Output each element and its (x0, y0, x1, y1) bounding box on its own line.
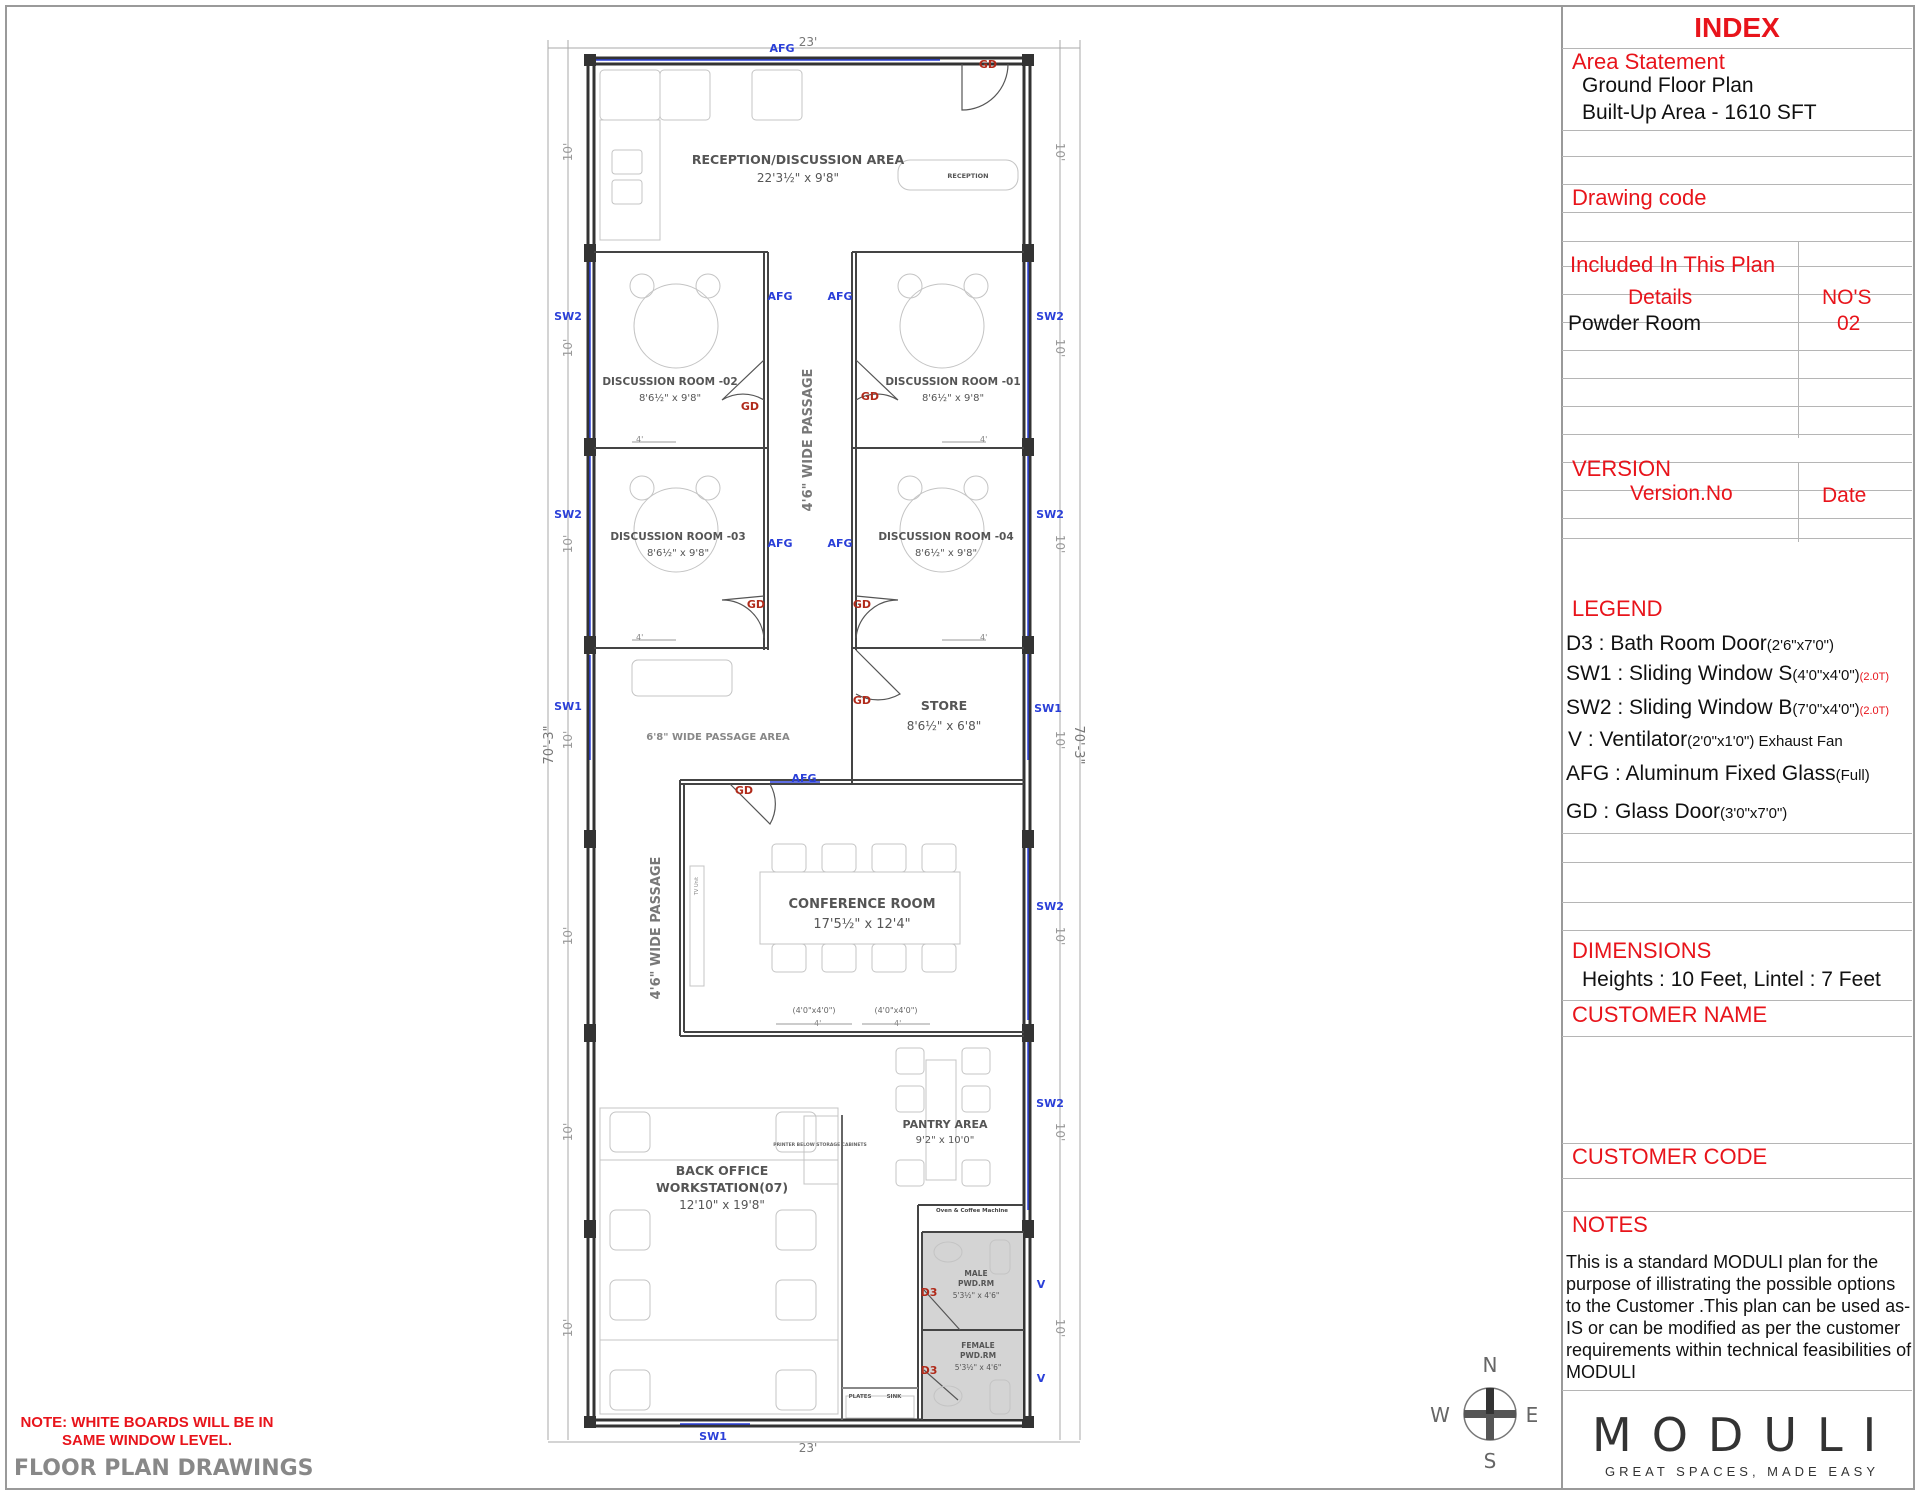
seg-dim-l3: 10' (561, 534, 575, 554)
seg-dim-r7: 10' (1053, 1318, 1067, 1338)
gd-tag-dr3: GD (746, 598, 766, 611)
heights-label: Heights : 10 Feet, Lintel : 7 Feet (1582, 968, 1881, 991)
room-backoffice-name1: BACK OFFICE (675, 1163, 769, 1178)
room-dr1-size: 8'6½" x 9'8" (921, 393, 985, 404)
row-line (1562, 350, 1912, 351)
row-line (1562, 930, 1912, 931)
logo-tagline: GREAT SPACES, MADE EASY (1604, 1464, 1880, 1479)
sw2-tag-r2: SW2 (1036, 508, 1064, 521)
dim-4-a: 4' (636, 435, 644, 444)
date-heading: Date (1822, 484, 1867, 507)
notes-heading: NOTES (1572, 1212, 1648, 1237)
row-line (1562, 378, 1912, 379)
customer-name-heading: CUSTOMER NAME (1572, 1002, 1768, 1027)
seg-dim-l4: 10' (561, 730, 575, 750)
d3-tag-male: D3 (920, 1286, 938, 1299)
moduli-logo (1592, 1408, 1897, 1479)
row-line (1562, 1000, 1912, 1001)
legend-item-size: (2'6"x7'0") (1766, 637, 1835, 654)
dimensions-heading: DIMENSIONS (1572, 938, 1712, 963)
row-line (1562, 1390, 1912, 1391)
seg-dim-l7: 10' (561, 1318, 575, 1338)
legend-item-main: AFG : Aluminum Fixed Glass (1566, 762, 1836, 785)
dim-4-d: 4' (980, 633, 988, 642)
notes-text: This is a standard MODULI plan for the purpose of illistrating the possible options to the Customer .This plan can be used as-IS or can be modified as per the customer requirements within technical feasibilities of MODULI (1566, 1252, 1912, 1382)
dim-4-b: 4' (980, 435, 988, 444)
sw2-tag-r3: SW2 (1036, 900, 1064, 913)
room-female-name2: PWD.RM (959, 1351, 997, 1360)
passage-vertical-2: 4'6" WIDE PASSAGE (649, 856, 664, 1000)
gd-tag-store: GD (852, 694, 872, 707)
row-line (1562, 1036, 1912, 1037)
room-conference-size: 17'5½" x 12'4" (813, 917, 911, 932)
room-reception-size: 22'3½" x 9'8" (756, 171, 840, 185)
room-dr2-size: 8'6½" x 9'8" (638, 393, 702, 404)
passage-vertical-1: 4'6" WIDE PASSAGE (801, 368, 816, 512)
area-statement-heading: Area Statement (1572, 49, 1725, 74)
gd-tag-conf: GD (734, 784, 754, 797)
compass-e: E (1525, 1403, 1539, 1427)
sw2-tag-l1: SW2 (554, 310, 582, 323)
seg-dim-r4: 10' (1053, 730, 1067, 750)
gd-tag-dr1: GD (860, 390, 880, 403)
sw1-tag-l: SW1 (554, 700, 582, 713)
room-backoffice-size: 12'10" x 19'8" (679, 1198, 765, 1212)
row-line (1562, 902, 1912, 903)
room-pantry-name: PANTRY AREA (902, 1118, 988, 1131)
powder-room-label: Powder Room (1568, 312, 1702, 335)
row-line (1562, 241, 1912, 242)
ground-floor-label: Ground Floor Plan (1582, 74, 1754, 97)
reception-desk-label: RECEPTION (947, 172, 989, 180)
legend-item-main: D3 : Bath Room Door (1566, 632, 1767, 655)
compass-needle-n (1486, 1388, 1494, 1414)
seg-dim-r3: 10' (1053, 534, 1067, 554)
legend-item-main: SW2 : Sliding Window B (1566, 696, 1793, 719)
row-line (1562, 434, 1912, 435)
gd-tag-dr4: GD (852, 598, 872, 611)
legend-item (1566, 632, 1834, 656)
sw1-tag-bottom: SW1 (699, 1430, 727, 1443)
win-size-b: (4'0"x4'0") (874, 1006, 918, 1015)
row-line (1562, 538, 1912, 539)
legend-item-size: (4'0"x4'0") (1792, 667, 1860, 684)
room-store-name: STORE (920, 698, 968, 713)
row-line (1562, 156, 1912, 157)
version-heading: VERSION (1572, 456, 1672, 481)
builtup-area-label: Built-Up Area - 1610 SFT (1582, 101, 1817, 124)
room-male-name: MALE (964, 1269, 988, 1278)
seg-dim-r5: 10' (1053, 926, 1067, 946)
plates-label: PLATES (848, 1394, 872, 1400)
col-line (1798, 462, 1799, 542)
compass-w: W (1430, 1403, 1450, 1427)
room-pantry-size: 9'2" x 10'0" (915, 1135, 975, 1146)
version-no-heading: Version.No (1630, 482, 1733, 505)
gd-tag-reception: GD (978, 58, 998, 71)
row-line (1562, 862, 1912, 863)
room-dr4-name: DISCUSSION ROOM -04 (878, 531, 1014, 543)
room-reception-name: RECEPTION/DISCUSSION AREA (691, 152, 905, 167)
legend-item-size: (2'0"x1'0") Exhaust Fan (1687, 733, 1843, 750)
drawing-title: FLOOR PLAN DRAWINGS (14, 1456, 314, 1481)
legend-item-extra: (2.0T) (1859, 705, 1890, 717)
customer-code-heading: CUSTOMER CODE (1572, 1144, 1768, 1169)
room-backoffice-name2: WORKSTATION(07) (655, 1180, 789, 1195)
printer-label: PRINTER BELOW STORAGE CABINETS (773, 1143, 867, 1148)
powder-room-count: 02 (1837, 312, 1861, 335)
afg-tag-dr2: AFG (767, 290, 793, 303)
room-dr2-name: DISCUSSION ROOM -02 (602, 376, 738, 388)
legend-item (1568, 728, 1843, 752)
seg-dim-r2: 10' (1053, 338, 1067, 358)
afg-tag-dr4: AFG (827, 537, 853, 550)
sw2-tag-r4: SW2 (1036, 1097, 1064, 1110)
row-line (1562, 406, 1912, 407)
oven-label: Oven & Coffee Machine (935, 1208, 1009, 1214)
legend-item-extra: (2.0T) (1859, 671, 1890, 683)
legend-item (1566, 662, 1889, 686)
sw2-tag-l2: SW2 (554, 508, 582, 521)
room-dr4-size: 8'6½" x 9'8" (914, 548, 978, 559)
v-tag-1: V (1036, 1278, 1046, 1291)
legend-item (1566, 696, 1889, 720)
room-female-size: 5'3½" x 4'6" (954, 1363, 1002, 1372)
dim-4-f: 4' (894, 1019, 902, 1028)
win-size-a: (4'0"x4'0") (792, 1006, 836, 1015)
included-heading: Included In This Plan (1570, 252, 1776, 277)
seg-dim-l5: 10' (561, 926, 575, 946)
legend-item-main: V : Ventilator (1568, 728, 1688, 751)
tv-unit-label: TV Unit (694, 876, 700, 896)
seg-dim-r6: 10' (1053, 1122, 1067, 1142)
sink-label: SINK (886, 1394, 902, 1400)
dim-left: 70'-3" (542, 725, 557, 765)
sw1-tag-r: SW1 (1034, 702, 1062, 715)
seg-dim-r1: 10' (1053, 142, 1067, 162)
room-store-size: 8'6½" x 6'8" (906, 719, 982, 733)
passage-area-label: 6'8" WIDE PASSAGE AREA (646, 732, 790, 743)
room-dr1-name: DISCUSSION ROOM -01 (885, 376, 1021, 388)
row-line (1562, 833, 1912, 834)
room-conference-name: CONFERENCE ROOM (788, 897, 936, 912)
legend-item (1566, 800, 1787, 824)
legend-heading: LEGEND (1572, 596, 1663, 621)
index-title: INDEX (1694, 12, 1780, 43)
dim-4-c: 4' (636, 633, 644, 642)
row-line (1562, 518, 1912, 519)
drawing-code-heading: Drawing code (1572, 185, 1707, 210)
sw2-tag-r1: SW2 (1036, 310, 1064, 323)
afg-tag-dr3: AFG (767, 537, 793, 550)
dim-bottom: 23' (798, 1441, 818, 1455)
dim-right: 70'-3" (1071, 725, 1086, 765)
nos-heading: NO'S (1822, 286, 1872, 309)
row-line (1562, 1178, 1912, 1179)
details-heading: Details (1628, 286, 1693, 309)
legend-item-size: (Full) (1835, 767, 1870, 784)
legend-item-main: SW1 : Sliding Window S (1566, 662, 1793, 685)
compass-rose (1430, 1353, 1538, 1473)
compass-n: N (1482, 1353, 1498, 1377)
v-tag-2: V (1036, 1372, 1046, 1385)
logo-wordmark: MODULI (1592, 1408, 1897, 1462)
col-line (1798, 241, 1799, 438)
room-male-name2: PWD.RM (957, 1279, 995, 1288)
index-panel (1562, 8, 1912, 1489)
legend-item (1566, 762, 1870, 786)
legend-item-size: (3'0"x7'0") (1720, 805, 1788, 822)
seg-dim-l1: 10' (561, 142, 575, 162)
seg-dim-l2: 10' (561, 338, 575, 358)
afg-tag-conf: AFG (791, 772, 817, 785)
dim-top: 23' (798, 35, 818, 49)
afg-tag-top: AFG (769, 42, 795, 55)
furniture (600, 70, 1021, 1418)
gd-tag-dr2: GD (740, 400, 760, 413)
room-dr3-size: 8'6½" x 9'8" (646, 548, 710, 559)
row-line (1562, 130, 1912, 131)
afg-tag-dr1: AFG (827, 290, 853, 303)
row-line (1562, 212, 1912, 213)
whiteboard-note: NOTE: WHITE BOARDS WILL BE IN SAME WINDOW LEVEL. (20, 1414, 274, 1449)
legend-item-main: GD : Glass Door (1566, 800, 1721, 823)
d3-tag-female: D3 (920, 1364, 938, 1377)
room-male-size: 5'3½" x 4'6" (952, 1291, 1000, 1300)
room-dr3-name: DISCUSSION ROOM -03 (610, 531, 746, 543)
seg-dim-l6: 10' (561, 1122, 575, 1142)
room-female-name: FEMALE (961, 1341, 995, 1350)
legend-item-size: (7'0"x4'0") (1792, 701, 1860, 718)
compass-s: S (1483, 1449, 1497, 1473)
dim-4-e: 4' (814, 1019, 822, 1028)
